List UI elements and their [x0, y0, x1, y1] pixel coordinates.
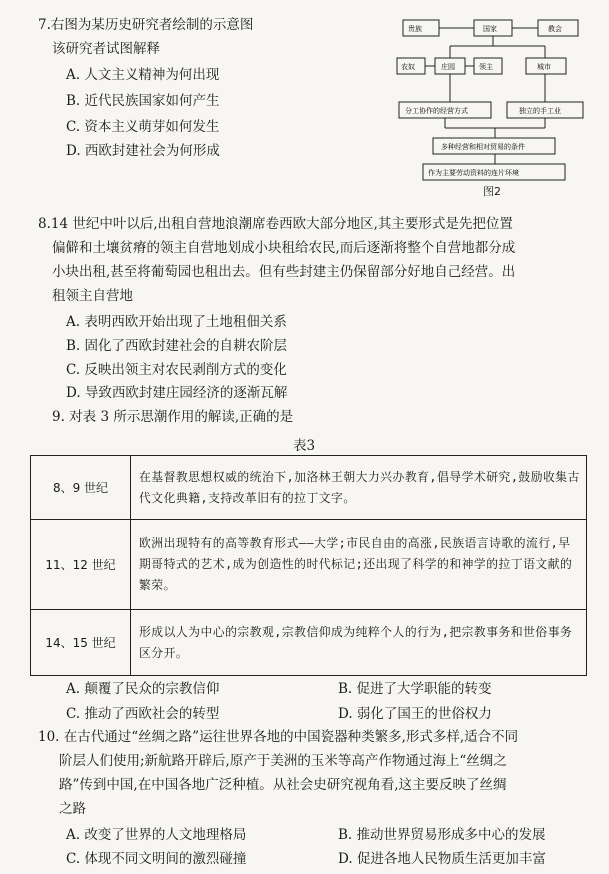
fig-label-b3: 多种经营和相对贸易的条件	[441, 143, 525, 151]
q8-stem-line2: 偏僻和土壤贫瘠的领主自营地划成小块租给农民,而后逐渐将整个自营地都分成	[52, 240, 516, 256]
fig-label-city: 城市	[537, 63, 551, 71]
q8-stem-line3: 小块出租,甚至将葡萄园也租出去。但有些封建主仍保留部分好地自己经营。出	[52, 264, 516, 280]
fig-label-nobility: 贵族	[408, 25, 422, 33]
q9-table-title: 表3	[293, 438, 316, 454]
q8-option-c: C. 反映出领主对农民剥削方式的变化	[66, 362, 287, 378]
q7-option-b: B. 近代民族国家如何产生	[66, 93, 220, 109]
q10-stem-line2: 阶层人们使用;新航路开辟后,原产于美洲的玉米等高产作物通过海上“丝绸之	[59, 753, 507, 769]
table-desc: 在基督教思想权威的统治下,加洛林王朝大力兴办教育,倡导学术研究,鼓励收集古代文化典籍,支持改革旧有的拉丁文字。	[131, 456, 587, 520]
q9-option-b: B. 促进了大学职能的转变	[338, 681, 492, 697]
q7-figure-diagram	[395, 16, 590, 201]
fig-label-b4: 作为主要劳动资料的连片环境	[428, 169, 519, 177]
q7-option-c: C. 资本主义萌芽如何发生	[66, 119, 220, 135]
table-row	[31, 456, 587, 520]
table-desc: 欧洲出现特有的高等教育形式——大学;市民自由的高涨,民族语言诗歌的流行,早期哥特式的艺术,成为创造性的时代标记;还出现了科学的和神学的拉丁语文献的繁荣。	[131, 520, 587, 610]
fig-label-manor: 庄园	[441, 63, 455, 71]
fig-label-b1: 分工协作的经营方式	[405, 107, 468, 115]
fig-label-b2: 独立的手工业	[519, 107, 561, 115]
q9-option-c: C. 推动了西欧社会的转型	[66, 706, 220, 722]
q10-stem-line1: 10. 在古代通过“丝绸之路”运往世界各地的中国瓷器种类繁多,形式多样,适合不同	[38, 729, 519, 745]
q9-option-d: D. 弱化了国王的世俗权力	[338, 706, 492, 722]
table-era: 14、15 世纪	[31, 610, 131, 676]
table-desc: 形成以人为中心的宗教观,宗教信仰成为纯粹个人的行为,把宗教事务和世俗事务区分开。	[131, 610, 587, 676]
q9-stem: 9. 对表 3 所示思潮作用的解读,正确的是	[52, 409, 294, 425]
q7-option-d: D. 西欧封建社会为何形成	[66, 143, 220, 159]
q8-stem-line4: 租领主自营地	[52, 288, 133, 304]
fig-label-church: 教会	[548, 25, 562, 33]
q9-table	[30, 455, 587, 676]
q8-stem-line1: 8.14 世纪中叶以后,出租自营地浪潮席卷西欧大部分地区,其主要形式是先把位置	[38, 216, 513, 232]
fig-label-serf: 农奴	[401, 63, 415, 71]
table-row	[31, 610, 587, 676]
q10-option-d: D. 促进各地人民物质生活更加丰富	[338, 851, 546, 867]
fig-label-lord: 领主	[479, 63, 493, 71]
q8-option-d: D. 导致西欧封建庄园经济的逐渐瓦解	[66, 385, 288, 401]
q7-figure-caption: 图2	[483, 185, 501, 198]
q7-stem-line1: 7.右图为某历史研究者绘制的示意图	[38, 17, 254, 33]
fig-label-state: 国家	[483, 25, 497, 33]
q10-option-c: C. 体现不同文明间的激烈碰撞	[66, 851, 247, 867]
q9-option-a: A. 颠覆了民众的宗教信仰	[66, 681, 220, 697]
q8-option-b: B. 固化了西欧封建社会的自耕农阶层	[66, 338, 288, 354]
q7-stem-line2: 该研究者试图解释	[52, 41, 160, 57]
q10-stem-line4: 之路	[59, 801, 86, 817]
q10-option-b: B. 推动世界贸易形成多中心的发展	[338, 827, 546, 843]
table-era: 8、9 世纪	[31, 456, 131, 520]
q10-stem-line3: 路”传到中国,在中国各地广泛种植。从社会史研究视角看,这主要反映了丝绸	[59, 777, 507, 793]
q7-option-a: A. 人文主义精神为何出现	[66, 67, 220, 83]
q10-option-a: A. 改变了世界的人文地理格局	[66, 827, 247, 843]
q8-option-a: A. 表明西欧开始出现了土地租佃关系	[66, 314, 287, 330]
table-row	[31, 520, 587, 610]
table-era: 11、12 世纪	[31, 520, 131, 610]
